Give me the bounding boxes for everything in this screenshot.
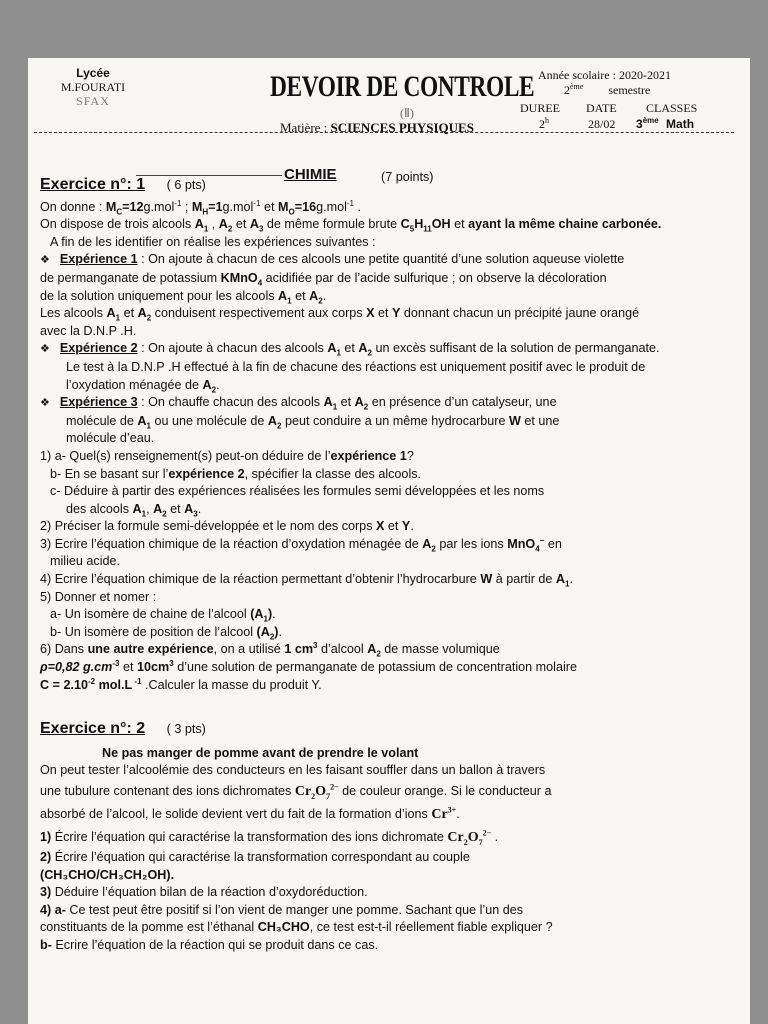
ex1-intro-line: On dispose de trois alcools $A_1$ , $A_2$ et $A_3$ de même formule brute $C_5H_{11}OH$ et ayant la même chaine carbonée.	[40, 217, 662, 234]
ex1-identify-line: A fin de les identifier on réalise les expériences suivantes :	[50, 234, 376, 249]
duree-label: DUREE	[520, 101, 560, 115]
q5b: b- Un isomère de position de l’alcool $(A_2)$.	[50, 624, 282, 642]
ex2-points: ( 3 pts)	[166, 722, 206, 737]
ex2-q2: 2) Écrire l’équation qui caractérise la transformation correspondant au couple	[40, 850, 470, 864]
q4: 4) Ecrire l’équation chimique de la réaction permettant d’obtenir l’hydrocarbure W à partir de $A_1$.	[40, 572, 573, 589]
subject-value: SCIENCES PHYSIQUES	[330, 120, 474, 135]
para-dnph-line1: Les alcools $A_1$ et $A_2$ conduisent respectivement aux corps X et Y donnant chacun un précipité jaune orangé	[40, 306, 640, 323]
chimie-title: CHIMIE	[284, 166, 337, 183]
header-divider	[34, 132, 734, 133]
q6-line2: ρ=0,82 $g.cm^{-3}$ et $10cm^3$ d’une solution de permanganate de potassium de concentration molaire	[40, 658, 577, 675]
bullet-diamond-icon: ❖	[40, 254, 50, 267]
chimie-points: (7 points)	[381, 170, 434, 184]
exp3-line1: ❖ Expérience 3 : On chauffe chacun des alcools $A_1$ et $A_2$ en présence d’un catalyseur, une	[40, 395, 557, 412]
ex2-q2-couple: (CH₃CHO/CH₃CH₂OH).	[40, 867, 175, 882]
ex2-q4b: b- Ecrire l’équation de la réaction qui se produit dans ce cas.	[40, 937, 379, 952]
q6-line1: 6) Dans une autre expérience, on a utilisé 1 $cm^3$ d’alcool $A_2$ de masse volumique	[40, 641, 500, 659]
school-name: M.FOURATI	[60, 80, 126, 94]
ex2-title: Exercice n°: 2	[40, 720, 146, 738]
ex2-q4a-line2: constituants de la pomme est l’éthanal CH₃CHO, ce test est-t-il réellement fiable expliquer ?	[40, 920, 553, 935]
ex2-line1: On peut tester l’alcoolémie des conducteurs en les faisant souffler dans un ballon à travers	[40, 763, 546, 778]
ex1-points: ( 6 pts)	[166, 178, 206, 192]
exp2-line1: ❖ Expérience 2 : On ajoute à chacun des alcools $A_1$ et $A_2$ un excès suffisant de la solution de permanganate.	[40, 341, 660, 358]
q2: 2) Préciser la formule semi-développée et le nom des corps X et Y.	[40, 519, 414, 534]
lycee-label: Lycée	[76, 66, 110, 80]
exp3-line2: molécule de $A_1$ ou une molécule de $A_2$ peut conduire a un même hydrocarbure W et une	[66, 413, 560, 431]
school-block	[28, 66, 158, 108]
subject-line	[280, 120, 474, 136]
classe-value: 3ème Math	[636, 116, 695, 131]
exp2-line3: l’oxydation ménagée de $A_2$.	[66, 377, 220, 395]
q6-line3: $C = 2.10^{-2}$ mol.L $^{-1}$ .Calculer la masse du produit Y.	[40, 676, 322, 692]
exp1-line3: de la solution uniquement pour les alcools $A_1$ et $A_2$.	[40, 288, 327, 306]
q3-line2: milieu acide.	[50, 554, 120, 569]
para-dnph-line2: avec la D.N.P .H.	[40, 323, 137, 338]
classes-label: CLASSES	[646, 101, 698, 115]
ex2-heading	[40, 720, 740, 739]
exp1-line2: de permanganate de potassium KMnO$_4$ acidifiée par de l’acide sulfurique ; on observe la décoloration	[40, 270, 607, 288]
q1c-line1: c- Déduire à partir des expériences réalisées les formules semi développées et les noms	[50, 484, 545, 499]
exam-number: (Ⅱ)	[400, 106, 414, 120]
ex1-heading	[40, 176, 740, 195]
date-label: DATE	[586, 101, 617, 115]
bullet-diamond-icon: ❖	[40, 397, 50, 410]
exam-sheet	[28, 58, 750, 1024]
q1c-line2: des alcools $A_1$, $A_2$ et $A_3$.	[66, 501, 202, 519]
ex2-q1: 1) Écrire l’équation qui caractérise la transformation des ions dichromate $Cr_2O_7^{2-}$ .	[40, 828, 499, 847]
ex2-line2: une tubulure contenant des ions dichromates $Cr_2O_7^{2-}$ de couleur orange. Si le conducteur a	[40, 782, 552, 801]
school-year: Année scolaire : 2020-2021	[538, 68, 671, 82]
date-value: 28/02	[588, 117, 616, 131]
ex2-subtitle: Ne pas manger de pomme avant de prendre le volant	[102, 745, 419, 760]
exam-title: DEVOIR DE CONTROLE	[270, 70, 535, 103]
q1b: b- En se basant sur l’expérience 2, spécifier la classe des alcools.	[50, 466, 422, 481]
semester: 2ème semestre	[564, 82, 651, 97]
q3-line1: 3) Ecrire l’équation chimique de la réaction d’oxydation ménagée de $A_2$ par les ions MnO$_4$− en	[40, 535, 562, 554]
q5: 5) Donner et nomer :	[40, 589, 157, 604]
school-city: SFAX	[76, 94, 110, 108]
ex2-q4a-line1: 4) a- Ce test peut être positif si l’on vient de manger une pomme. Sachant que l’un des	[40, 902, 524, 917]
ex2-q3: 3) Déduire l’équation bilan de la réaction d’oxydoréduction.	[40, 885, 368, 900]
exp1-line1: ❖ Expérience 1 : On ajoute à chacun de ces alcools une petite quantité d’une solution aqueuse violette	[40, 252, 625, 267]
duree-value: 2$^h$	[539, 116, 549, 131]
exercise-body	[40, 176, 740, 955]
ex1-data-line: On donne : $M_C=12g.mol^{-1}$ ; $M_H=1g.mol^{-1}$ et $M_O=16g.mol^{-1}$ .	[40, 198, 362, 217]
exp2-line2: Le test à la D.N.P .H effectué à la fin de chacune des réactions est uniquement positif avec le produit de	[66, 359, 646, 374]
bullet-diamond-icon: ❖	[40, 343, 50, 356]
ex2-line3: absorbé de l’alcool, le solide devient vert du fait de la formation d’ions $Cr^{3+}$.	[40, 805, 460, 822]
subject-label: Matière :	[280, 120, 328, 135]
ex1-title: Exercice n°: 1	[40, 176, 146, 193]
q1a: 1) a- Quel(s) renseignement(s) peut-on déduire de l’expérience 1?	[40, 448, 414, 463]
exp3-line3: molécule d’eau.	[66, 431, 155, 446]
q5a: a- Un isomère de chaine de l’alcool $(A_1)$.	[50, 607, 276, 624]
